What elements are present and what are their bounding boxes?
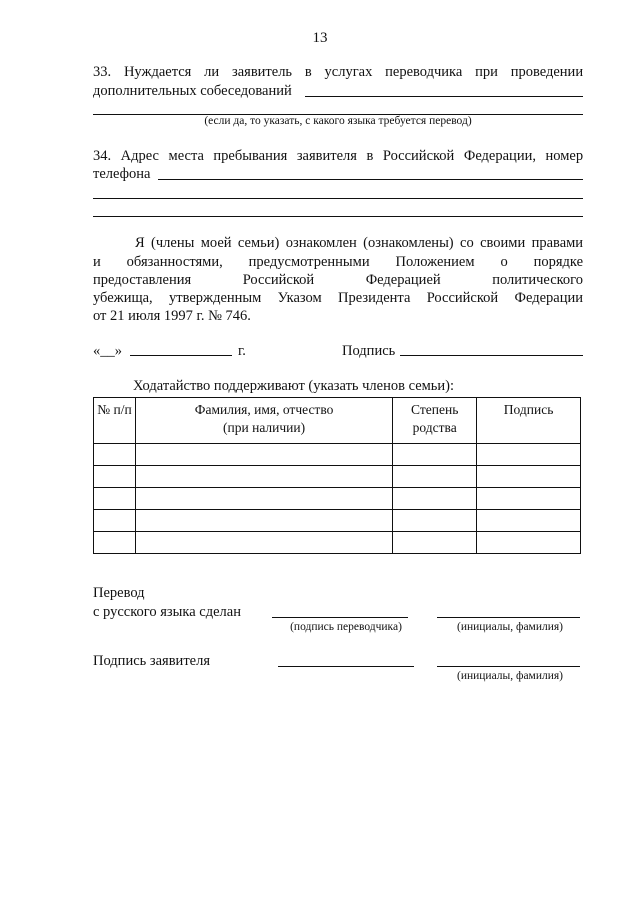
page-number: 13: [312, 30, 328, 46]
item-33-line-2: дополнительных собеседований: [93, 83, 292, 99]
item-34-line-2: телефона: [93, 166, 151, 182]
cell-signature[interactable]: [477, 510, 581, 532]
acknowledgement-line-4: убежища, утвержденным Указом Президента Российской Федерации: [93, 290, 583, 306]
table-header-row: [94, 398, 581, 444]
cell-signature[interactable]: [477, 444, 581, 466]
cell-number[interactable]: [94, 510, 136, 532]
support-intro: Ходатайство поддерживают (указать членов семьи):: [133, 378, 455, 394]
cell-relation[interactable]: [393, 532, 477, 554]
table-row: [94, 466, 581, 488]
cell-full-name[interactable]: [135, 510, 392, 532]
cell-full-name[interactable]: [135, 466, 392, 488]
cell-full-name[interactable]: [135, 488, 392, 510]
item-33-answer-line: [305, 96, 583, 97]
table-row: [94, 488, 581, 510]
header-relation: Степень родства: [393, 398, 477, 444]
date-month-line: [130, 355, 232, 356]
cell-number[interactable]: [94, 488, 136, 510]
item-34-answer-line-2: [93, 198, 583, 199]
cell-relation[interactable]: [393, 466, 477, 488]
family-members-table: [93, 397, 581, 554]
cell-relation[interactable]: [393, 488, 477, 510]
date-year-suffix: г.: [238, 343, 246, 359]
applicant-name-caption: (инициалы, фамилия): [456, 670, 564, 682]
applicant-name-line: [437, 666, 580, 667]
item-34-answer-line: [158, 179, 583, 180]
cell-full-name[interactable]: [135, 444, 392, 466]
header-number: № п/п: [94, 398, 136, 444]
signature-line: [400, 355, 583, 356]
date-day: «__»: [93, 343, 122, 359]
cell-relation[interactable]: [393, 444, 477, 466]
cell-signature[interactable]: [477, 532, 581, 554]
acknowledgement-line-1: Я (члены моей семьи) ознакомлен (ознакомлены) со своими правами: [135, 235, 584, 251]
item-34-line-1: 34. Адрес места пребывания заявителя в Российской Федерации, номер: [93, 148, 584, 164]
item-33-line-1: 33. Нуждается ли заявитель в услугах переводчика при проведении: [93, 64, 584, 80]
table-row: [94, 444, 581, 466]
cell-number[interactable]: [94, 466, 136, 488]
cell-number[interactable]: [94, 532, 136, 554]
signature-label: Подпись: [342, 343, 396, 359]
cell-signature[interactable]: [477, 466, 581, 488]
translator-name-caption: (инициалы, фамилия): [456, 621, 564, 633]
header-signature: Подпись: [477, 398, 581, 444]
item-33-note: (если да, то указать, с какого языка требуется перевод): [204, 115, 472, 127]
cell-number[interactable]: [94, 444, 136, 466]
cell-signature[interactable]: [477, 488, 581, 510]
applicant-signature-label: Подпись заявителя: [93, 653, 210, 669]
translation-label-2: с русского языка сделан: [93, 604, 241, 620]
acknowledgement-line-5: от 21 июля 1997 г. № 746.: [93, 308, 251, 324]
table-row: [94, 532, 581, 554]
applicant-signature-line: [278, 666, 414, 667]
item-34-answer-line-3: [93, 216, 583, 217]
translation-label-1: Перевод: [93, 585, 145, 601]
table-row: [94, 510, 581, 532]
acknowledgement-line-2: и обязанностями, предусмотренными Положением о порядке: [93, 254, 584, 270]
translator-signature-line: [272, 617, 408, 618]
cell-full-name[interactable]: [135, 532, 392, 554]
header-full-name: Фамилия, имя, отчество (при наличии): [135, 398, 392, 444]
translator-name-line: [437, 617, 580, 618]
cell-relation[interactable]: [393, 510, 477, 532]
translator-signature-caption: (подпись переводчика): [290, 621, 402, 633]
acknowledgement-line-3: предоставления Российской Федерацией политического: [93, 272, 584, 288]
